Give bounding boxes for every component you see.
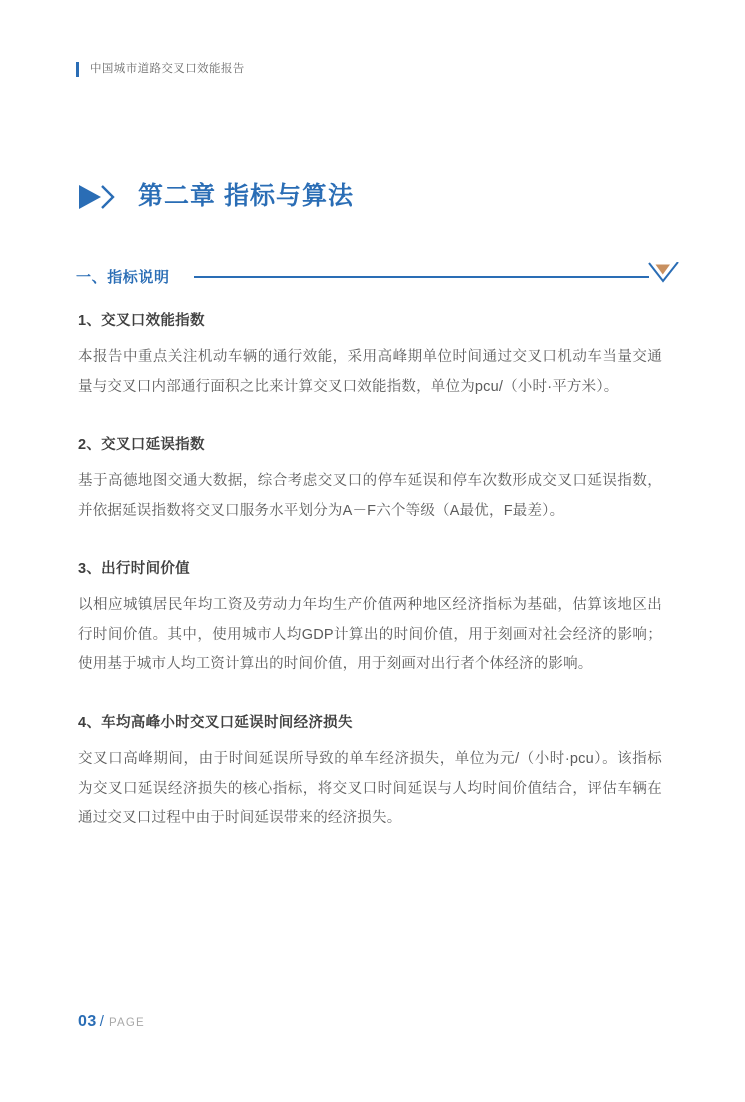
- subsection-heading: 4、车均高峰小时交叉口延误时间经济损失: [78, 715, 353, 732]
- chevron-down-marker-icon: [648, 262, 680, 290]
- subsection-paragraph: 交叉口高峰期间，由于时间延误所导致的单车经济损失，单位为元/（小时·pcu）。该指标为交叉口延误经济损失的核心指标，将交叉口时间延误与人均时间价值结合，评估车辆在通过交叉口过程中由于时间延误带来的经济损失。: [78, 751, 662, 827]
- content-block: [78, 424, 662, 526]
- header-title: 中国城市道路交叉口效能报告: [90, 62, 245, 75]
- double-chevron-right-icon: [76, 182, 122, 212]
- section-heading-row: [76, 262, 680, 290]
- block-spacer: [78, 402, 662, 424]
- content-block: [78, 300, 662, 402]
- chapter-title-text: 第二章 指标与算法: [138, 182, 354, 211]
- content-block: [78, 548, 662, 680]
- page-number: 03: [78, 1013, 97, 1030]
- section-title-text: 一、指标说明: [76, 268, 170, 286]
- chapter-title-block: [76, 182, 354, 212]
- block-spacer: [78, 680, 662, 702]
- page-number-separator: /: [99, 1013, 104, 1030]
- subsection-paragraph: 本报告中重点关注机动车辆的通行效能，采用高峰期单位时间通过交叉口机动车当量交通量与交叉口内部通行面积之比来计算交叉口效能指数，单位为pcu/（小时·平方米）。: [78, 349, 662, 395]
- header-accent-bar: [76, 62, 79, 77]
- section-rule-line: [194, 276, 649, 278]
- subsection-heading: 1、交叉口效能指数: [78, 313, 205, 329]
- subsection-paragraph: 以相应城镇居民年均工资及劳动力年均生产价值两种地区经济指标为基础，估算该地区出行时间价值。其中，使用城市人均GDP计算出的时间价值，用于刻画对社会经济的影响；使用基于城市人均工资计算出的时间价值，用于刻画对出行者个体经济的影响。: [78, 597, 662, 673]
- block-spacer: [78, 526, 662, 548]
- subsection-paragraph: 基于高德地图交通大数据，综合考虑交叉口的停车延误和停车次数形成交叉口延误指数，并依据延误指数将交叉口服务水平划分为A－F六个等级（A最优，F最差）。: [78, 473, 662, 519]
- subsection-heading: 2、交叉口延误指数: [78, 437, 205, 454]
- document-body: [78, 300, 662, 834]
- content-block: [78, 702, 662, 834]
- subsection-heading: 3、出行时间价值: [78, 561, 190, 578]
- page-footer: [78, 1013, 145, 1031]
- page-label: PAGE: [108, 1017, 145, 1029]
- page-header: [76, 62, 245, 77]
